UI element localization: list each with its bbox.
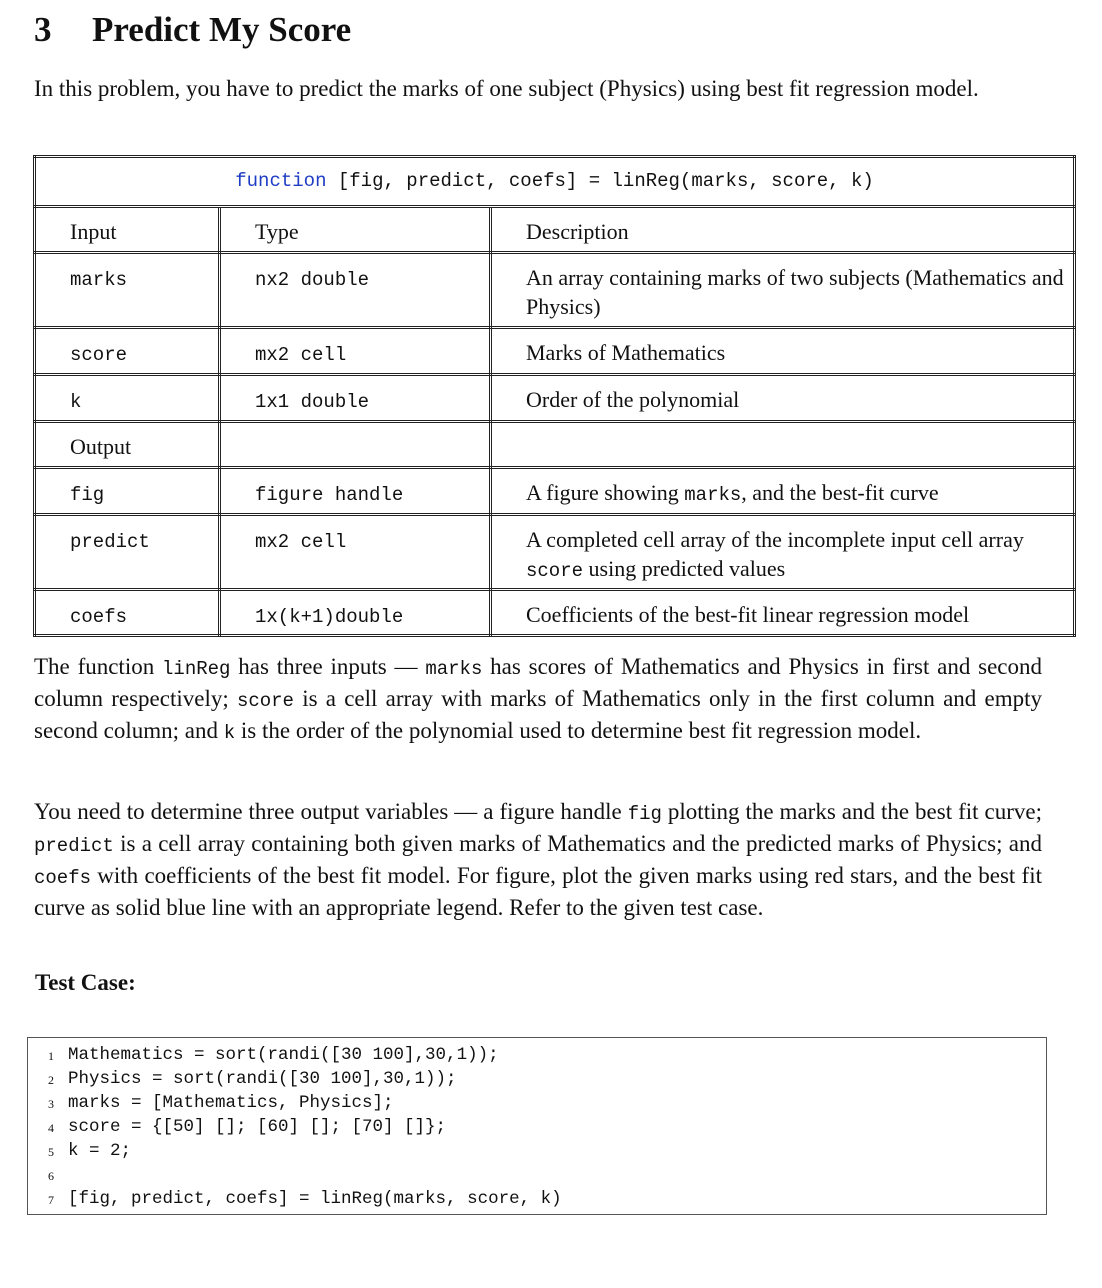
output-description: A completed cell array of the incomplete input cell array score using predicted values — [491, 515, 1075, 590]
output-name: predict — [35, 515, 220, 590]
output-type: mx2 cell — [220, 515, 491, 590]
code-text: k = 2; — [68, 1141, 132, 1161]
section-heading — [34, 10, 351, 50]
table-row — [35, 590, 1075, 636]
output-description: Coefficients of the best-fit linear regression model — [491, 590, 1075, 636]
output-type: 1x(k+1)double — [220, 590, 491, 636]
header-type: Type — [220, 207, 491, 253]
function-spec-table — [33, 155, 1076, 637]
code-text: marks = [Mathematics, Physics]; — [68, 1093, 394, 1113]
function-signature — [35, 157, 1075, 207]
code-text: [fig, predict, coefs] = linReg(marks, score, k) — [68, 1189, 562, 1209]
header-input: Input — [35, 207, 220, 253]
line-number: 7 — [48, 1193, 54, 1207]
param-type: nx2 double — [220, 253, 491, 328]
code-text: score = {[50] []; [60] []; [70] []}; — [68, 1117, 447, 1137]
section-number: 3 — [34, 10, 52, 49]
param-type: mx2 cell — [220, 328, 491, 375]
header-row — [35, 207, 1075, 253]
function-keyword: function — [235, 170, 327, 192]
line-number: 6 — [48, 1169, 54, 1183]
param-description: Marks of Mathematics — [491, 328, 1075, 375]
section-title: Predict My Score — [92, 10, 352, 49]
output-name: coefs — [35, 590, 220, 636]
table-row — [35, 328, 1075, 375]
param-name: marks — [35, 253, 220, 328]
inputs-explanation-paragraph: The function linReg has three inputs — marks has scores of Mathematics and Physics in first and second column respectively; score is a cell array with marks of Mathematics only in the first column and empty second column; and k is the order of the polynomial used to determine best fit regression model. — [34, 654, 1043, 744]
output-label: Output — [35, 422, 220, 468]
output-type: figure handle — [220, 468, 491, 515]
code-listing — [27, 1037, 1047, 1215]
signature-text: [fig, predict, coefs] = linReg(marks, score, k) — [337, 170, 874, 192]
line-number: 1 — [48, 1049, 54, 1063]
param-description: An array containing marks of two subjects (Mathematics and Physics) — [491, 253, 1075, 328]
test-case-heading: Test Case: — [35, 970, 136, 995]
code-text: Mathematics = sort(randi([30 100],30,1)); — [68, 1045, 499, 1065]
param-name: score — [35, 328, 220, 375]
code-text: Physics = sort(randi([30 100],30,1)); — [68, 1069, 457, 1089]
outputs-explanation-paragraph: You need to determine three output variables — a figure handle fig plotting the marks and the best fit curve; predict is a cell array containing both given marks of Mathematics and the predicted marks of Physics; and coefs with coefficients of the best fit model. For figure, plot the given marks using red stars, and the best fit curve as solid blue line with an appropriate legend. Refer to the given test case. — [34, 799, 1042, 920]
line-number: 3 — [48, 1097, 54, 1111]
table-row — [35, 253, 1075, 328]
header-description: Description — [491, 207, 1075, 253]
output-name: fig — [35, 468, 220, 515]
param-type: 1x1 double — [220, 375, 491, 422]
param-name: k — [35, 375, 220, 422]
signature-row — [35, 157, 1075, 207]
line-number: 2 — [48, 1073, 54, 1087]
output-description: A figure showing marks, and the best-fit curve — [491, 468, 1075, 515]
table-row — [35, 515, 1075, 590]
line-number: 5 — [48, 1145, 54, 1159]
param-description: Order of the polynomial — [491, 375, 1075, 422]
table-row — [35, 375, 1075, 422]
line-number: 4 — [48, 1121, 54, 1135]
output-header-row — [35, 422, 1075, 468]
intro-paragraph: In this problem, you have to predict the marks of one subject (Physics) using best fit regression model. — [34, 76, 979, 101]
table-row — [35, 468, 1075, 515]
